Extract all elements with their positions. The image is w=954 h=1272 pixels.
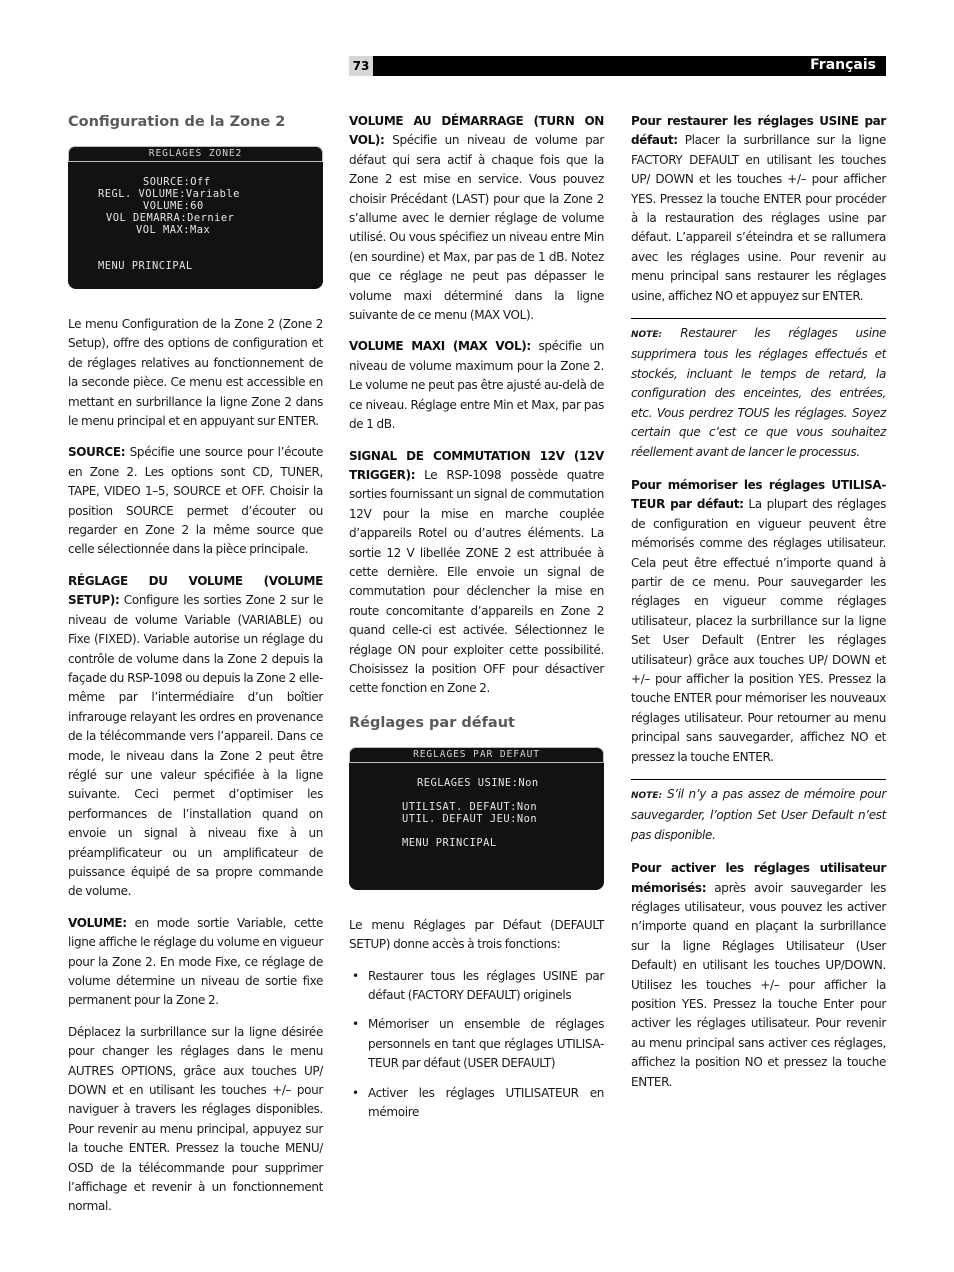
osd-line: REGL. VOLUME:Variable — [98, 188, 240, 200]
osd-line: MENU PRINCIPAL — [402, 836, 497, 849]
osd-line: VOL DEMARRA:Dernier — [106, 212, 235, 224]
osd-line: SOURCE:Off — [143, 176, 211, 188]
note-factory: NOTE: Restaurer les réglages usine supprimera tous les réglages effectués et stockés, incluant le temps de retard, la configuration des enceintes, des entrées, etc. Vous perdrez TOUS les réglages. Soyez certain que c’est ce que vous souhaitez réellement avant de lancer le processus. — [631, 318, 886, 462]
paragraph-source: SOURCE: Spécifie une source pour l’écoute en Zone 2. Les options sont CD, TUNER, TAPE, VIDEO 1–5, SOURCE et OFF. Choisir la position SOURCE permet d’écouter ou regarder en Zone 2 la même source que celle sélectionnée dans la pièce principale. — [68, 445, 323, 557]
list-item: • Mémoriser un ensemble de réglages personnels en tant que réglages UTILISA-TEUR par défaut (USER DEFAULT) — [349, 1015, 604, 1073]
note-memory: NOTE: S’il n’y a pas assez de mémoire pour sauvegarder, l’option Set User Default n’est pas disponible. — [631, 779, 886, 845]
paragraph-volume: VOLUME: en mode sortie Variable, cette ligne affiche le réglage du volume en vigueur pour la Zone 2. En mode Fixe, ce réglage de volume détermine un niveau de sortie fixe permanent pour la Zone 2. — [68, 915, 323, 1008]
osd-line: REGLAGES USINE:Non — [417, 776, 539, 789]
paragraph-12v-trigger: SIGNAL DE COMMUTATION 12V (12V TRIGGER): Le RSP-1098 possède quatre sorties fournissant un signal de commutation 12V pour la mise en marche couplée d’appareils Rotel ou d’autres éléments. La sortie 12 V libellée ZONE 2 est attribuée à cette dernière. Elle envoie un signal de commutation pour déclencher la mise en route concomitante d’appareils en Zone 2 quand celle-ci est activée. Sélectionnez le réglage ON pour exploiter cette possibilité. Choisissez la position OFF pour désactiver cette fonction en Zone 2. — [349, 448, 604, 696]
column-1 — [68, 112, 323, 1229]
osd-line: VOL MAX:Max — [136, 224, 211, 236]
osd-screen-title: REGLAGES ZONE2 — [68, 146, 323, 162]
paragraph-activate-user-default: Pour activer les réglages utilisateur mémorisés: après avoir sauvegarder les réglages utilisateur, vous pouvez les activer n’importe quand en plaçant la surbrillance sur la ligne Réglages Utilisateur (User Default) en utilisant les touches UP/DOWN. Utilisez les touches +/– pour afficher la position YES. Pressez la touche Enter pour activer les réglages utilisateur. Pour revenir au menu principal sans activer ces réglages, affichez la position NO et pressez la touche ENTER. — [631, 861, 886, 1089]
column-3 — [631, 112, 886, 1104]
osd-screen-defaults — [349, 747, 604, 890]
paragraph-save-user-default: Pour mémoriser les réglages UTILISA-TEUR par défaut: La plupart des réglages de configuration en vigueur peuvent être mémorisés comme des réglages utilisateur. Cela peut être effectué n’importe quand à partir de ce menu. Pour sauvegarder les réglages en vigueur comme réglages utilisateur, placez la surbrillance sur la ligne Set User Default (Entrer les réglages utilisateur) grâce aux touches UP/ DOWN et +/– pour afficher la position YES. Pressez la touche ENTER pour mémoriser les nouveaux réglages utilisateur. Pour retourner au menu principal sans sauvegarder, affichez NO et pressez la touche ENTER. — [631, 477, 886, 764]
column-2 — [349, 112, 604, 1134]
osd-screen-zone2 — [68, 146, 323, 289]
paragraph-max-vol: VOLUME MAXI (MAX VOL): spécifie un niveau de volume maximum pour la Zone 2. Le volume ne peut pas être ajusté au-delà de ce niveau. Réglage entre Min et Max, par pas de 1 dB. — [349, 339, 604, 432]
osd-line: UTILISAT. DEFAUT:Non — [402, 800, 538, 813]
paragraph-volume-setup: RÉGLAGE DU VOLUME (VOLUME SETUP): Configure les sorties Zone 2 sur le niveau de volume Variable (VARIABLE) ou Fixe (FIXED). Variable autorise un réglage du contrôle de volume dans la Zone 2 depuis la façade du RSP-1098 ou depuis la Zone 2 elle-même par l’intermédiaire d’un boîtier infrarouge relayant les ordres en provenance de la télécommande vers l’appareil. Dans ce mode, le niveau dans la Zone 2 peut être réglé sur une valeur spécifiée à la ligne suivante. Ceci permet d’optimiser les performances de l’installation quand on envoie un signal à niveau fixe à un préamplificateur ou un amplificateur de puissance équipé de sa propre commande de volume. — [68, 573, 323, 899]
paragraph-factory-default: Pour restaurer les réglages USINE par défaut: Placer la surbrillance sur la ligne FACTORY DEFAULT en utilisant les touches UP/ DOWN et les touches +/– pour afficher YES. Pressez la touche ENTER pour procéder à la restauration des réglages usine par défaut. L’appareil s’éteindra et se rallumera avec les réglages usine. Pour revenir au menu principal sans restaurer les réglages usine, affichez NO et appuyez sur ENTER. — [631, 114, 886, 303]
osd-line: VOLUME:60 — [143, 200, 204, 212]
osd-screen-title: REGLAGES PAR DEFAUT — [349, 747, 604, 763]
osd-line: UTIL. DEFAUT JEU:Non — [402, 812, 538, 825]
paragraph-turn-on-vol: VOLUME AU DÉMARRAGE (TURN ON VOL): Spécifie un niveau de volume par défaut qui sera actif à chaque fois que la Zone 2 est mise en service. Vous pouvez choisir Précédant (LAST) pour que la Zone 2 s’allume avec le dernier réglage de volume utilisé. Ou vous spécifiez un niveau entre Min (en sourdine) et Max, par pas de 1 dB. Notez que ce réglage ne peut pas dépasser le volume maxi déterminé dans la ligne suivante de ce menu (MAX VOL). — [349, 114, 604, 323]
language-label: Français — [810, 57, 876, 73]
list-item: • Restaurer tous les réglages USINE par défaut (FACTORY DEFAULT) originels — [349, 967, 604, 1006]
page-header-bar — [349, 56, 886, 76]
section-heading-zone2: Configuration de la Zone 2 — [68, 114, 286, 130]
paragraph-intro: Le menu Configuration de la Zone 2 (Zone 2 Setup), offre des options de configuration et de réglages relatives au fonctionnement de la seconde pièce. Ce menu est accessible en mettant en surbrillance la ligne Zone 2 dans le menu principal et en appuyant sur ENTER. — [68, 317, 323, 429]
defaults-list — [349, 967, 604, 1123]
paragraph-defaults-intro: Le menu Réglages par Défaut (DEFAULT SETUP) donne accès à trois fonctions: — [349, 917, 604, 952]
section-heading-defaults: Réglages par défaut — [349, 714, 515, 731]
page-number: 73 — [349, 56, 373, 76]
paragraph-navigation: Déplacez la surbrillance sur la ligne désirée pour changer les réglages dans le menu AUTRES OPTIONS, grâce aux touches UP/ DOWN et en utilisant les touches +/– pour naviguer à travers les réglages disponibles. Pour revenir au menu principal, appuyez sur la touche ENTER. Pressez la touche MENU/ OSD de la télécommande pour supprimer l’affichage et revenir à un fonctionnement normal. — [68, 1024, 323, 1214]
osd-line: MENU PRINCIPAL — [98, 260, 193, 272]
list-item: • Activer les réglages UTILISATEUR en mémoire — [349, 1084, 604, 1123]
